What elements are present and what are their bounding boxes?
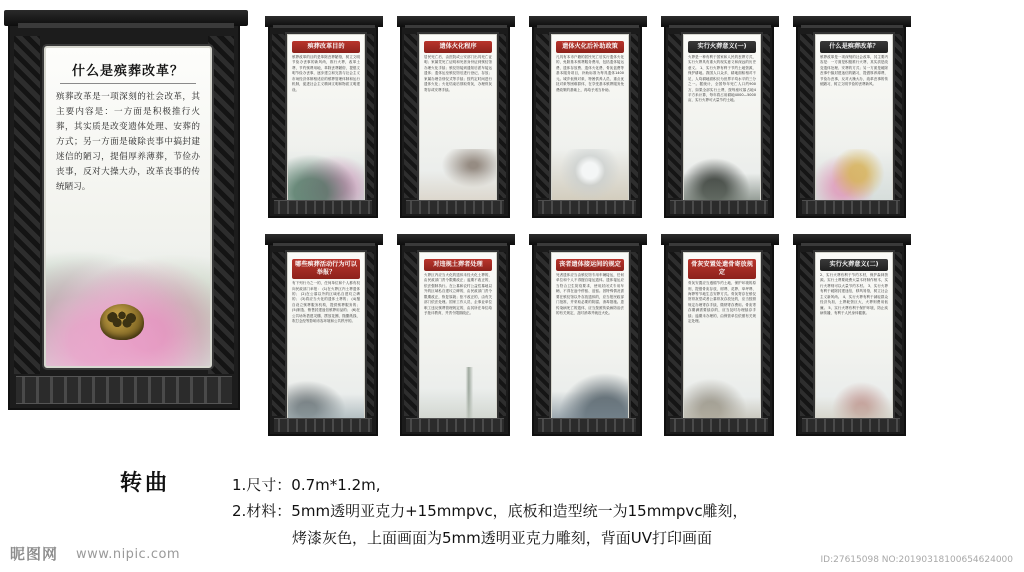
board-roof-ornament <box>661 234 779 245</box>
panel-header-2: 遗体火化程序 <box>424 41 492 53</box>
panel-content-7 <box>419 252 497 422</box>
display-board-9 <box>664 240 774 436</box>
panel-content-5 <box>815 34 893 204</box>
board-roof-ornament <box>265 16 383 27</box>
board-roof-ornament <box>793 234 911 245</box>
board-roof-ornament <box>397 16 515 27</box>
display-board-10 <box>796 240 906 436</box>
panel-content-9 <box>683 252 761 422</box>
panel-illustration-stone <box>552 149 628 203</box>
panel-body-2: 居民死亡后，由医院或公安部门出具死亡证明；家属凭死亡证明和死者身份证到殡仪馆办理火化手续；殡仪馆接到通知后派车接运遗体；遗体运至殡仪馆后进行登记、存放；家属办理告别仪式等手续；按约定时间进行遗体火化；火化结束后领取骨灰，办理骨灰寄存或安葬手续。 <box>424 55 492 92</box>
lattice-panel-left <box>800 252 814 416</box>
board-footer-pattern <box>406 200 504 214</box>
main-panel-body: 殡葬改革是一项深刻的社会改革，其主要内容是：一方面是积极推行火葬，其实质是改变遗体处理、安葬的方式；另一方面是破除丧事中搞封建迷信的陋习，提倡厚养薄葬，节俭办丧事，反对大操大办，改革丧事的传统陋习。 <box>56 92 200 193</box>
panel-content-4 <box>683 34 761 204</box>
board-roof-ornament <box>265 234 383 245</box>
panel-body-9: 骨灰安置应当遵循节约土地、保护环境的原则，提倡骨灰存放、树葬、花葬、草坪葬、海葬等节地生态安葬方式。骨灰寄存在殡仪馆骨灰堂或者公墓骨灰存放处的，应当按照规定办理寄存手续，缴纳寄存费用。骨灰寄存期满需要续存的，应当及时办理续存手续；逾期未办理的，由保管单位依照有关规定处理。 <box>688 281 756 324</box>
spec-line-1: 1.尺寸：0.7m*1.2m, <box>232 476 381 494</box>
board-roof-ornament <box>793 16 911 27</box>
board-footer-pattern <box>670 418 768 432</box>
panel-content-8 <box>551 252 629 422</box>
lattice-panel-left <box>404 252 418 416</box>
main-panel-content <box>44 46 212 368</box>
title-divider <box>60 83 196 84</box>
lattice-panel-left <box>272 34 286 198</box>
lattice-panel-left <box>14 36 40 374</box>
panel-header-4: 实行火葬意义(一) <box>688 41 756 53</box>
panel-content-6 <box>287 252 365 422</box>
panel-header-5: 什么是殡葬改革？ <box>820 41 888 53</box>
board-footer-pattern <box>802 418 900 432</box>
board-footer-pattern <box>670 200 768 214</box>
board-footer-pattern <box>802 200 900 214</box>
watermark-logo: 昵图网 <box>10 545 59 563</box>
caption-title: 转曲 <box>120 471 171 496</box>
display-board-8 <box>532 240 642 436</box>
panel-illustration-horses <box>684 149 760 203</box>
panel-illustration-bird <box>684 367 760 421</box>
display-board-6 <box>268 240 378 436</box>
lotus-pod-icon <box>100 304 144 340</box>
panel-illustration-bamboo <box>420 367 496 421</box>
board-roof-ornament <box>529 16 647 27</box>
specification-block <box>232 472 932 551</box>
board-footer-pattern <box>538 200 636 214</box>
panel-body-10: 2、实行火葬有利于节约木材，保护森林资源。实行土葬要耗费大量木材制作棺木，实行火葬则可以大量节约木材。 3、实行火葬有利于破除封建迷信，移风易俗，树立社会主义新风尚。 4、实行火葬有利于减轻群众经济负担，土葬耗资巨大，火葬则费用低廉。 5、实行火葬有利于保护环境，防止疾病传播，有利于人民身体健康。 <box>820 273 888 316</box>
panel-header-1: 殡葬改革目的 <box>292 41 360 53</box>
board-roof-ornament <box>529 234 647 245</box>
panel-header-8: 丧者遗体接运间的规定 <box>556 259 624 271</box>
panel-content-10 <box>815 252 893 422</box>
display-board-5 <box>796 22 906 218</box>
watermark-image-id: ID:27615098 NO:20190318100654624000 <box>818 554 1017 566</box>
watermark-url: www.nipic.com <box>76 547 181 562</box>
panel-body-4: 火葬是一种有利于国家和人民的丧葬方式，实行火葬具有重大的现实意义和深远的历史意义。 1、实行火葬有利于节约土地资源，保护耕地。我国人口众多，耕地面积相对不足，人均耕地面积仅为世界平均水平的三分之一。据统计，全国每年死亡人口约900万，如果全部实行土葬，按每座坟墓占地4平方米计算，每年将占用耕地4000—5000亩，实行火葬可大量节约土地。 <box>688 55 756 103</box>
panel-body-8: 死者遗体应当由殡仪馆专用车辆接运，任何单位和个人不得擅自接运遗体。遗体接运应当符合卫生防疫要求，使用封闭式专用车辆，不得在途中停留、逗留。因特殊情况需要在殡仪馆以外存放遗体的，应当报民政部门批准，并采取必要的防腐、消毒措施。患传染病死亡的遗体，应当按照传染病防治法的有关规定，及时消毒并就近火化。 <box>556 273 624 316</box>
main-panel-title: 什么是殡葬改革？ <box>71 64 184 79</box>
lattice-panel-left <box>668 252 682 416</box>
panel-content-3 <box>551 34 629 204</box>
panel-content-2 <box>419 34 497 204</box>
board-roof-ornament <box>397 234 515 245</box>
board-roof-ornament <box>661 16 779 27</box>
panel-header-9: 骨灰安置处遗骨寄放规定 <box>688 259 756 279</box>
display-board-4 <box>664 22 774 218</box>
board-footer-pattern <box>16 376 232 404</box>
panel-content-1 <box>287 34 365 204</box>
lattice-panel-left <box>668 34 682 198</box>
spec-line-2: 2.材料：5mm透明亚克力+15mmpvc，底板和造型统一为15mmpvc雕刻， <box>232 502 748 521</box>
display-board-3 <box>532 22 642 218</box>
lotus-illustration <box>46 242 210 368</box>
panel-illustration-boat <box>288 367 364 421</box>
board-footer-pattern <box>406 418 504 432</box>
panel-body-7: 火葬区内应当火化的遗体未经火化土葬的，由民政部门责令限期改正；逾期不改正的，依法强制执行。在公墓和农村公益性墓地以外的区域私自建坟立碑的，由民政部门责令限期改正，恢复原貌；拒不改正的，由有关部门依法处理。国家工作人员、企事业单位职工违反殡葬管理规定的，由其所在单位给予批评教育，并责令限期改正。 <box>424 273 492 316</box>
panel-illustration-lotus <box>288 149 364 203</box>
panel-body-5: 殡葬改革是一项深刻的社会改革，其主要内容是：一方面是积极推行火葬，其实质是改变遗体处理、安葬的方式；另一方面是破除丧事中搞封建迷信的陋习，提倡厚养薄葬，节俭办丧事，反对大操大办，改革丧事的传统陋习，树立文明节俭的丧葬新风。 <box>820 55 888 87</box>
board-footer-pattern <box>274 200 372 214</box>
panel-body-3: 凡具有本市户籍的居民死亡后实行遗体火化的，免除基本殡葬服务费用，包括遗体接运费、遗体存放费、遗体火化费、骨灰盒费等基本服务项目，补助标准为每具遗体1400元。城乡低保对象、特困供养人员、重点优抚对象等困难群体，在享受基本殡葬服务免费政策的基础上，再给予适当补助。 <box>556 55 624 92</box>
lattice-panel-left <box>272 252 286 416</box>
board-footer-pattern <box>538 418 636 432</box>
panel-header-3: 遗体火化后补助政策 <box>556 41 624 53</box>
panel-header-6: 哪些殡葬活动行为可以举报？ <box>292 259 360 279</box>
board-roof-ornament <box>4 10 248 26</box>
lattice-panel-left <box>800 34 814 198</box>
panel-body-1: 殡葬改革的目的是革除丧葬陋俗，树立文明节俭办丧事的新风尚，推行火葬，改革土葬，节约殡葬用地，革除丧葬陋俗，提倡文明节俭办丧事，逐步建立和完善与社会主义市场经济体制相适应的殡葬管理体制和运行机制，促进社会主义精神文明和物质文明建设。 <box>292 55 360 92</box>
display-board-7 <box>400 240 510 436</box>
panel-body-6: 有下列行为之一的，任何单位和个人都有权向民政部门举报： (1)在火葬区内土葬遗体的； (2)在公墓以外的区域私自建坟立碑的； (3)将应当火化的遗体土葬的； (4)擅自设立殡葬服务机构，提供殡葬服务的； (5)制造、销售封建迷信殡葬用品的； (6)在公共场所搭建灵棚、摆放花圈、抛撒纸钱、吹打念经等影响市容环境和公共秩序的。 <box>292 281 360 324</box>
lattice-panel-left <box>536 252 550 416</box>
display-board-2 <box>400 22 510 218</box>
panel-illustration-chrysanthemum <box>816 149 892 203</box>
board-footer-pattern <box>274 418 372 432</box>
panel-header-10: 实行火葬意义(二) <box>820 259 888 271</box>
lattice-panel-left <box>536 34 550 198</box>
panel-illustration-mountain <box>552 367 628 421</box>
spec-line-3: 烤漆灰色，上面画面为5mm透明亚克力雕刻，背面UV打印画面 <box>292 528 713 547</box>
panel-illustration-crane <box>816 367 892 421</box>
display-board-1 <box>268 22 378 218</box>
panel-illustration-branch <box>420 149 496 203</box>
panel-header-7: 对违规土葬者处理 <box>424 259 492 271</box>
lattice-panel-left <box>404 34 418 198</box>
main-display-board <box>8 18 240 410</box>
